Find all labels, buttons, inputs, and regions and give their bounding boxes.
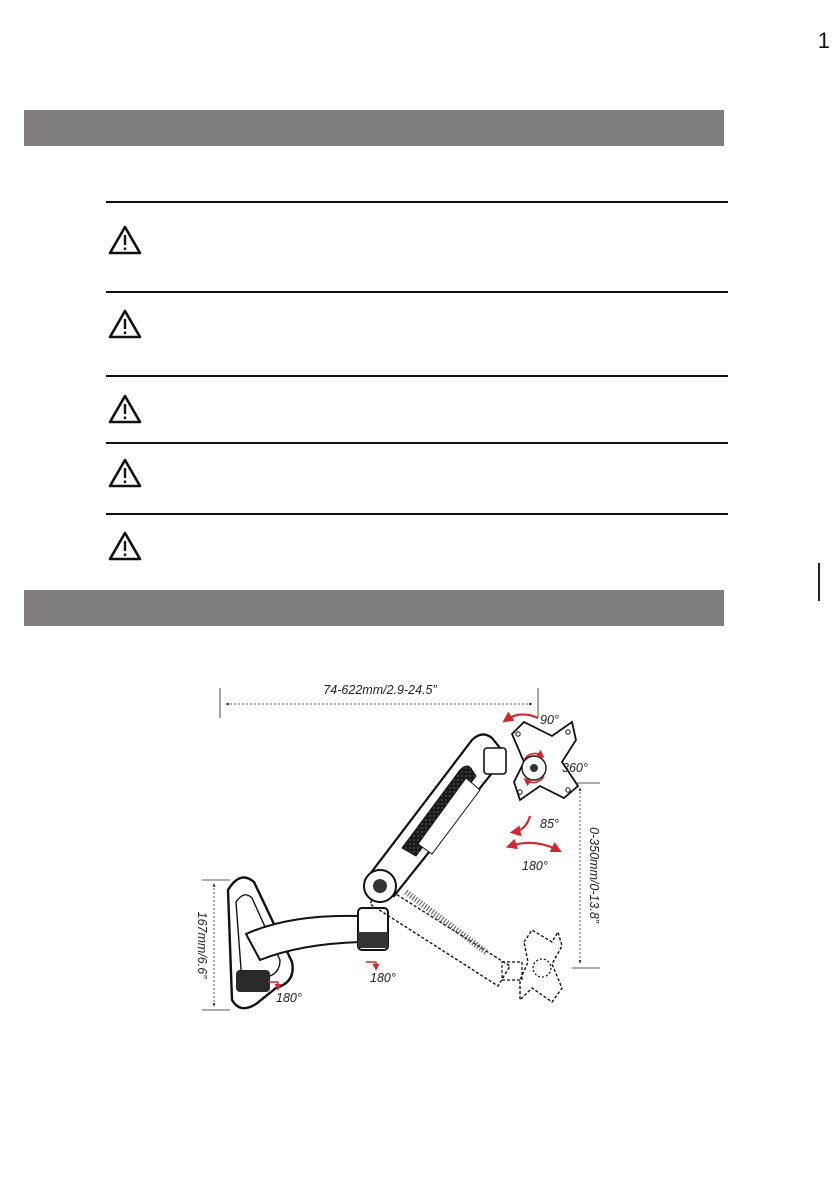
gas-arm-raised [364,734,506,902]
warning-icon [108,394,142,424]
swivel-elbow-arrow [366,962,376,968]
rotate-label: 360° [562,761,588,775]
height-dimension [572,783,601,968]
tilt-up-arrow [506,714,538,720]
section-title [24,599,38,616]
warning-divider [106,201,728,203]
warning-icon [108,458,142,488]
warning-divider [106,513,728,515]
section-title [24,119,38,136]
swivel-head-arrow [510,843,558,850]
warning-icon [108,531,142,561]
reach-dimension [220,683,538,718]
page-number: 1 [817,28,830,53]
tilt-up-label: 90° [540,713,559,727]
tilt-down-arrow [514,816,530,832]
monitor-arm-diagram [180,670,620,1030]
wall-plate-label: 167mm/6.6” [195,911,209,979]
swivel-head-label: 180° [522,859,548,873]
swivel-base-label: 180° [276,991,302,1005]
swivel-elbow-label: 180° [370,971,396,985]
section-header-bar [24,110,724,146]
section-header-bar [24,590,724,626]
warning-divider [106,375,728,377]
vesa-plate-lowered [520,930,562,1002]
warning-divider [106,442,728,444]
reach-label: 74-622mm/2.9-24.5” [323,683,437,697]
wall-plate-dimension [195,880,230,1010]
tilt-down-label: 85° [540,817,559,831]
warning-icon [108,309,142,339]
margin-mark [818,563,820,601]
warning-divider [106,291,728,293]
height-label: 0-350mm/0-13.8” [587,827,601,923]
warning-icon [108,225,142,255]
